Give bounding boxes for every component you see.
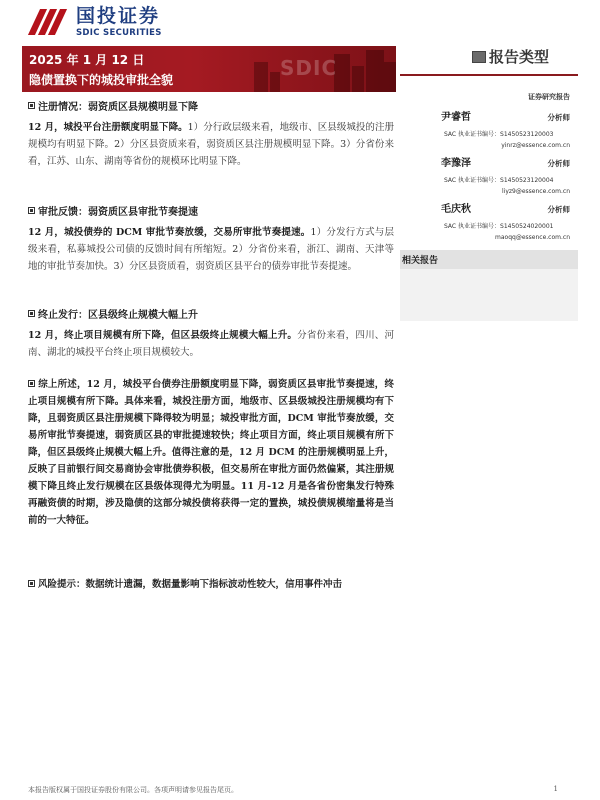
analyst-email[interactable]: yinrz@essence.com.cn [501, 142, 570, 149]
section-paragraph [28, 119, 394, 170]
section-paragraph [28, 224, 394, 275]
section-title: 注册情况：弱资质区县规模明显下降 [38, 102, 198, 113]
risk-text: 风险提示：数据统计遗漏，数据量影响下指标波动性较大，信用事件冲击 [38, 579, 343, 590]
section-lead: 12 月，终止项目规模有所下降，但区县级终止规模大幅上升。 [28, 330, 298, 341]
banner-watermark: SDIC [280, 56, 338, 80]
section-lead: 12 月，城投平台注册额度明显下降。 [28, 122, 188, 133]
analyst-role: 分析师 [547, 113, 570, 122]
related-reports-header [400, 250, 578, 269]
logo-chinese-name: 国投证券 [76, 4, 161, 27]
related-reports-label: 相关报告 [402, 256, 439, 266]
section-paragraph [28, 327, 394, 361]
analyst-name: 李豫泽 [441, 158, 471, 169]
analyst-name: 尹睿哲 [441, 112, 471, 123]
report-type-icon [472, 51, 486, 63]
analyst-email[interactable]: liyz9@essence.com.cn [501, 188, 570, 195]
footer-disclaimer: 本报告版权属于国投证券股份有限公司。各项声明请参见报告尾页。 [28, 786, 238, 794]
section-bullet-icon [28, 102, 35, 109]
company-logo [28, 5, 162, 39]
section-risk [28, 576, 394, 593]
summary-paragraph [28, 376, 394, 529]
section-title: 审批反馈：弱资质区县审批节奏提速 [38, 207, 198, 218]
summary-text: 综上所述，12 月，城投平台债券注册额度明显下降，弱资质区县审批节奏提速，终止项目规模有所下降。具体来看，城投注册方面，地级市、区县级城投注册规模均有下降，且弱资质区县注册规模下降得较为明显；城投审批方面，DCM 审批节奏放缓，交易所审批节奏提速，弱资质区县的审批提速较快；终止项目方面，终止项目规模有所下降，但区县级终止规模大幅上升。值得注意的是，12 月 DCM 的注册规模明显上升，反映了目前银行间交易商协会审批债券积极，但交易所在审批方面仍然偏紧，其注册规模下降且终止发行规模在区县级体现得尤为明显。11 月-12 月是各省份密集发行特殊再融资债的时期，涉及隐债的这部分城投债将获得一定的置换，城投债规模缩量将是当前的一大特征。 [28, 379, 394, 526]
analyst-email[interactable]: maoqq@essence.com.cn [495, 234, 570, 241]
research-label: 证券研究报告 [528, 92, 570, 101]
section-bullet-icon [28, 207, 35, 214]
section-body: 1）分发行方式与层级来看，私募城投公司债的反馈时间有所缩短。2）分省份来看，浙江、湖南、天津等地的审批节奏加快。3）分区县资质看，弱资质区县平台的债券审批节奏提速。 [28, 227, 394, 272]
section-body: 1）分行政层级来看，地级市、区县级城投的注册规模均有明显下降。2）分区县资质来看，弱资质区县注册规模明显下降。3）分省份来看，江苏、山东、湖南等省份的规模环比明显下降。 [28, 122, 395, 167]
report-date: 2025 年 1 月 12 日 [29, 53, 145, 67]
section-lead: 12 月，城投债券的 DCM 审批节奏放缓，交易所审批节奏提速。 [28, 227, 311, 238]
report-type-label: 报告类型 [489, 48, 550, 66]
related-reports-list [400, 269, 578, 321]
section-body: 分省份来看，四川、河南、湖北的城投平台终止项目规模较大。 [28, 330, 394, 358]
section-bullet-icon [28, 380, 35, 387]
section-registration [28, 98, 394, 170]
title-banner [22, 46, 396, 92]
page-footer [28, 785, 558, 795]
analyst-role: 分析师 [547, 205, 570, 214]
section-termination [28, 306, 394, 361]
logo-mark-icon [28, 7, 68, 37]
section-summary [28, 376, 394, 529]
analyst-role: 分析师 [547, 159, 570, 168]
section-bullet-icon [28, 310, 35, 317]
analyst-sac: SAC 执业证书编号：S1450524020001 [444, 223, 554, 230]
analyst-name: 毛庆秋 [441, 204, 471, 215]
report-title: 隐债置换下的城投审批全貌 [29, 73, 174, 87]
section-title: 终止发行：区县级终止规模大幅上升 [38, 310, 198, 321]
analyst-card [400, 154, 570, 195]
report-type [472, 46, 549, 67]
analyst-card [400, 200, 570, 241]
section-approval [28, 203, 394, 275]
analyst-card [400, 108, 570, 149]
logo-english-name: SDIC SECURITIES [76, 27, 162, 38]
section-bullet-icon [28, 580, 35, 587]
sidebar-divider [400, 74, 578, 76]
analyst-sac: SAC 执业证书编号：S1450523120004 [444, 177, 554, 184]
risk-paragraph [28, 576, 394, 593]
page-number: 1 [553, 785, 558, 793]
analyst-sac: SAC 执业证书编号：S1450523120003 [444, 131, 554, 138]
